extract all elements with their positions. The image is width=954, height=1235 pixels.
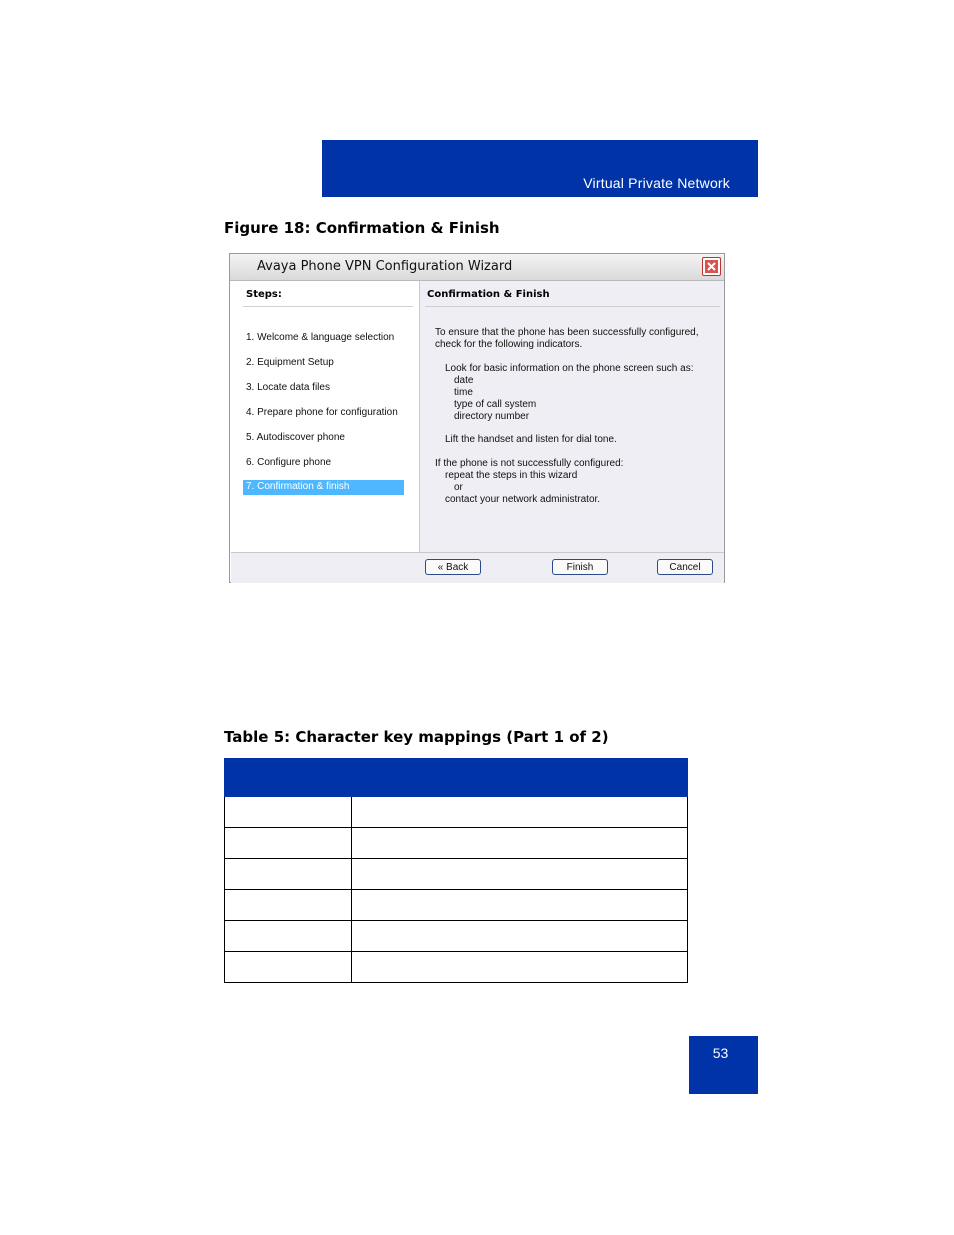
table-header-cell [225, 759, 352, 797]
table-cell [352, 890, 688, 921]
table-header-cell [352, 759, 688, 797]
table-cell [352, 797, 688, 828]
table-header-row [225, 759, 688, 797]
content-text: date [454, 375, 474, 386]
table-cell [225, 828, 352, 859]
content-text: time [454, 387, 473, 398]
header-title: Virtual Private Network [583, 175, 730, 191]
wizard-titlebar [230, 254, 724, 281]
button-strip [231, 552, 724, 583]
table-caption: Table 5: Character key mappings (Part 1 of 2) [224, 728, 609, 746]
page-number: 53 [712, 1045, 729, 1061]
steps-heading: Steps: [246, 289, 282, 300]
close-button[interactable] [702, 257, 721, 276]
content-text: Look for basic information on the phone screen such as: [445, 363, 694, 374]
step-item-autodiscover-phone[interactable]: 5. Autodiscover phone [246, 432, 345, 443]
content-text: contact your network administrator. [445, 494, 601, 505]
table-cell [225, 921, 352, 952]
content-text: type of call system [454, 399, 537, 410]
content-text: Lift the handset and listen for dial tone. [445, 434, 617, 445]
table-row [225, 921, 688, 952]
table-cell [352, 859, 688, 890]
cancel-button[interactable]: Cancel [657, 559, 713, 575]
table-cell [225, 952, 352, 983]
wizard-dialog [229, 253, 725, 583]
content-panel [420, 281, 724, 552]
header-bar [322, 140, 758, 197]
step-item-configure-phone[interactable]: 6. Configure phone [246, 457, 332, 468]
close-icon [705, 260, 718, 273]
divider [425, 306, 720, 307]
step-item-welcome[interactable]: 1. Welcome & language selection [246, 332, 395, 343]
content-text: or [454, 482, 463, 493]
table-cell [225, 890, 352, 921]
character-key-mappings-table [224, 758, 688, 983]
table-cell [352, 952, 688, 983]
back-button[interactable] [425, 559, 481, 575]
step-item-equipment-setup[interactable]: 2. Equipment Setup [246, 357, 334, 368]
table-cell [352, 828, 688, 859]
divider [243, 306, 413, 307]
table-row [225, 859, 688, 890]
table-row [225, 828, 688, 859]
step-item-locate-data-files[interactable]: 3. Locate data files [246, 382, 330, 393]
step-item-prepare-phone[interactable]: 4. Prepare phone for configuration [246, 407, 398, 418]
content-text: check for the following indicators. [435, 339, 583, 350]
wizard-title: Avaya Phone VPN Configuration Wizard [257, 259, 513, 274]
content-heading: Confirmation & Finish [427, 289, 550, 300]
content-text: repeat the steps in this wizard [445, 470, 578, 481]
content-text: directory number [454, 411, 530, 422]
table-row [225, 952, 688, 983]
content-text: To ensure that the phone has been successfully configured, [435, 327, 699, 338]
table-cell [225, 797, 352, 828]
step-item-confirmation-finish[interactable]: 7. Confirmation & finish [243, 480, 404, 495]
table-cell [225, 859, 352, 890]
table-cell [352, 921, 688, 952]
finish-button[interactable]: Finish [552, 559, 608, 575]
content-text: If the phone is not successfully configured: [435, 458, 624, 469]
steps-panel [231, 281, 420, 552]
back-button-label: Back [446, 562, 469, 573]
table-row [225, 797, 688, 828]
figure-caption: Figure 18: Confirmation & Finish [224, 219, 500, 237]
chevron-left-icon: « [437, 562, 444, 573]
table-row [225, 890, 688, 921]
page-number-box [689, 1036, 758, 1094]
